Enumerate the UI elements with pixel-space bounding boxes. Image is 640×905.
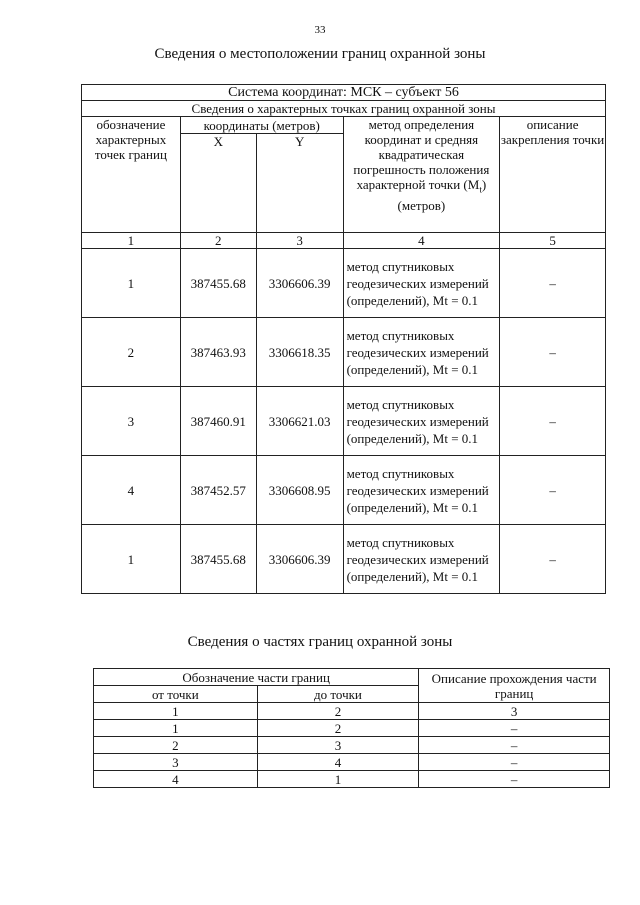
boundary-parts-table [93, 668, 610, 788]
coord-x: 387455.68 [180, 525, 256, 594]
point-number: 1 [82, 249, 181, 318]
part-description: – [419, 754, 610, 771]
col-number-4: 4 [343, 233, 500, 249]
coord-system-header: Система координат: МСК – субъект 56 [82, 85, 606, 101]
table-row [94, 737, 610, 754]
col-y-header: Y [256, 134, 343, 233]
point-description: – [500, 249, 606, 318]
table-row [82, 387, 606, 456]
coord-y: 3306618.35 [256, 318, 343, 387]
point-number: 4 [82, 456, 181, 525]
point-number: 1 [82, 525, 181, 594]
to-point: 3 [257, 737, 419, 754]
method-text: метод спутниковых геодезических измерений (определений), Mt = 0.1 [343, 249, 500, 318]
part-designation-header: Обозначение части границ [94, 669, 419, 686]
part-description: 3 [419, 703, 610, 720]
col-description-header: описание закрепления точки [500, 117, 606, 233]
point-description: – [500, 387, 606, 456]
to-point: 2 [257, 720, 419, 737]
coord-x: 387460.91 [180, 387, 256, 456]
coord-y: 3306608.95 [256, 456, 343, 525]
to-point: 4 [257, 754, 419, 771]
table-row [82, 249, 606, 318]
method-header-text-2: ) (метров) [397, 177, 487, 213]
from-point: 2 [94, 737, 258, 754]
to-point: 2 [257, 703, 419, 720]
table-row [94, 771, 610, 788]
boundary-points-table [81, 84, 606, 594]
part-description: – [419, 771, 610, 788]
coord-y: 3306621.03 [256, 387, 343, 456]
boundaries-title: Сведения о местоположении границ охранной зоны [154, 46, 486, 62]
table-row [94, 754, 610, 771]
from-point-header: от точки [94, 686, 258, 703]
to-point-header: до точки [257, 686, 419, 703]
point-description: – [500, 525, 606, 594]
method-header-subscript: t [479, 184, 482, 195]
table-row [82, 525, 606, 594]
point-number: 2 [82, 318, 181, 387]
col-number-2: 2 [180, 233, 256, 249]
point-description: – [500, 318, 606, 387]
table-row [94, 703, 610, 720]
to-point: 1 [257, 771, 419, 788]
col-x-header: X [180, 134, 256, 233]
table-row [94, 720, 610, 737]
point-number: 3 [82, 387, 181, 456]
part-description-header: Описание прохождения части границ [419, 669, 610, 703]
from-point: 1 [94, 703, 258, 720]
method-text: метод спутниковых геодезических измерений (определений), Mt = 0.1 [343, 318, 500, 387]
table-row [82, 456, 606, 525]
page-number: 33 [314, 24, 326, 36]
method-header-text-1: метод определения координат и средняя квадратическая погрешность положения характерной точки (M [353, 117, 490, 192]
from-point: 4 [94, 771, 258, 788]
col-method-header [343, 117, 500, 233]
coord-x: 387455.68 [180, 249, 256, 318]
method-text: метод спутниковых геодезических измерений (определений), Mt = 0.1 [343, 456, 500, 525]
from-point: 3 [94, 754, 258, 771]
coord-y: 3306606.39 [256, 525, 343, 594]
from-point: 1 [94, 720, 258, 737]
point-description: – [500, 456, 606, 525]
coord-x: 387452.57 [180, 456, 256, 525]
part-description: – [419, 737, 610, 754]
coord-x: 387463.93 [180, 318, 256, 387]
col-number-1: 1 [82, 233, 181, 249]
parts-title: Сведения о частях границ охранной зоны [187, 634, 453, 650]
method-text: метод спутниковых геодезических измерений (определений), Mt = 0.1 [343, 387, 500, 456]
method-text: метод спутниковых геодезических измерений (определений), Mt = 0.1 [343, 525, 500, 594]
col-designation-header: обозначение характерных точек границ [82, 117, 181, 233]
col-number-5: 5 [500, 233, 606, 249]
part-description: – [419, 720, 610, 737]
coord-y: 3306606.39 [256, 249, 343, 318]
col-coords-header: координаты (метров) [180, 117, 343, 134]
table-row [82, 318, 606, 387]
points-header: Сведения о характерных точках границ охранной зоны [82, 101, 606, 117]
col-number-3: 3 [256, 233, 343, 249]
